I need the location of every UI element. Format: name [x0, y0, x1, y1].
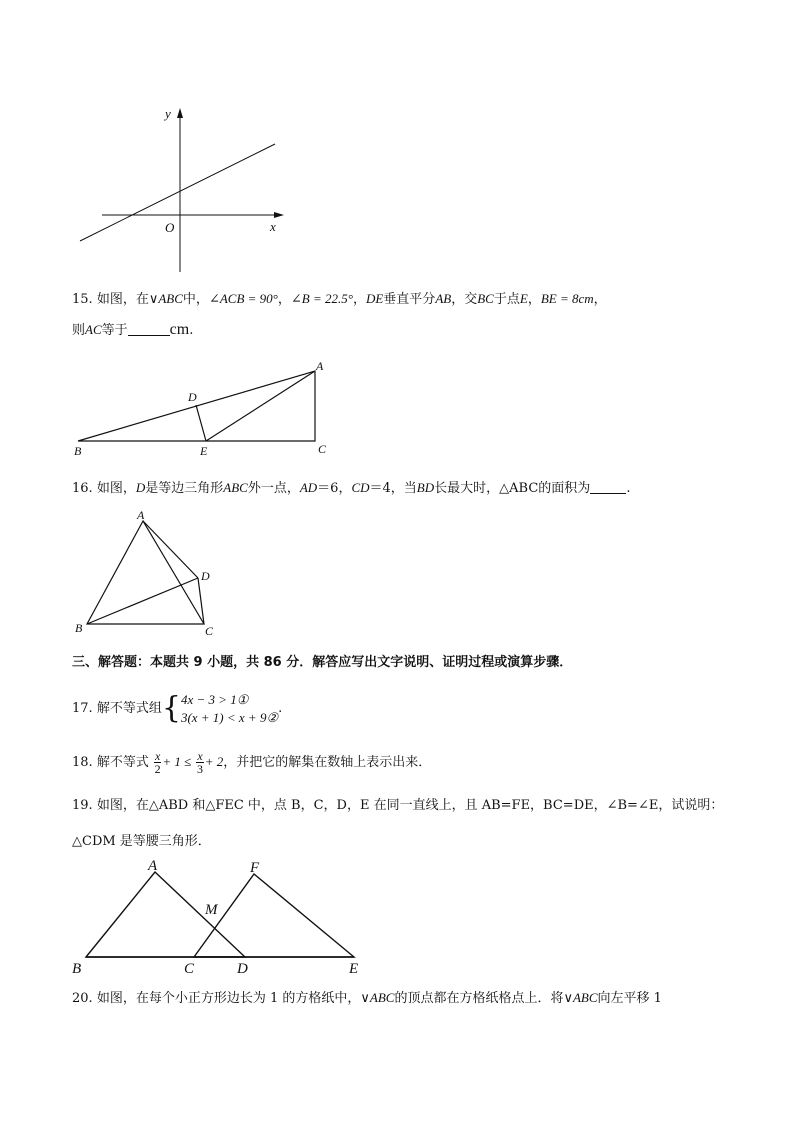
coordinate-graph-figure — [70, 100, 300, 275]
answer-blank[interactable] — [590, 479, 626, 494]
triangles-abd-fec-figure — [70, 856, 370, 978]
label-d: D — [188, 390, 197, 404]
label-b: B — [72, 961, 82, 977]
question-number: 15. — [72, 292, 93, 307]
fraction-x-over-3: $\frac{x}{3}$ — [197, 749, 204, 776]
question-15-line-1: 15. 如图，在∨ABC中，∠ACB = 90°，∠B = 22.5°，DE垂直平分AB，交BC于点E，BE = 8cm， — [72, 291, 607, 307]
question-number: 19. — [72, 798, 93, 813]
question-number: 18. — [72, 755, 93, 770]
triangle-fec — [194, 874, 354, 957]
segment-ae — [206, 371, 315, 441]
inequality-system: 4x − 3 > 1① 3(x + 1) < x + 9② — [180, 691, 279, 725]
linear-function-line — [80, 144, 275, 241]
triangle-abd — [86, 872, 245, 957]
label-b: B — [74, 444, 82, 458]
question-16: 16. 如图，D是等边三角形ABC外一点，AD＝6，CD＝4，当BD长最大时，△ABC的面积为 . — [72, 480, 631, 496]
label-a: A — [137, 508, 145, 522]
label-a: A — [316, 359, 324, 373]
y-axis-label: y — [165, 106, 171, 121]
triangle-abc-figure-q16 — [70, 508, 230, 638]
label-f: F — [250, 860, 260, 876]
question-number: 17. — [72, 701, 93, 716]
label-c: C — [184, 961, 195, 977]
question-number: 20. — [72, 991, 93, 1006]
label-c: C — [205, 624, 214, 638]
question-20: 20. 如图，在每个小正方形边长为 1 的方格纸中，∨ABC的顶点都在方格纸格点上．将∨ABC向左平移 1 — [72, 990, 662, 1006]
origin-label: O — [165, 220, 175, 235]
question-17: 17. 解不等式组{ 4x − 3 > 1① 3(x + 1) < x + 9② . — [72, 690, 283, 726]
triangle-abc-figure-q15 — [70, 355, 340, 460]
segment-dc — [198, 578, 204, 624]
question-18: 18. 解不等式 $\frac{x}{2}$ + 1 ≤ $\frac{x}{3}$ + 2，并把它的解集在数轴上表示出来． — [72, 749, 432, 776]
section-3-heading: 三、解答题：本题共 9 小题，共 86 分．解答应写出文字说明、证明过程或演算步骤． — [72, 655, 573, 670]
question-19-line-1: 19. 如图，在△ABD 和△FEC 中，点 B，C，D，E 在同一直线上，且 AB=FE，BC=DE，∠B=∠E，试说明： — [72, 798, 724, 813]
y-axis-arrow — [177, 108, 183, 118]
label-d: D — [237, 961, 248, 977]
label-e: E — [349, 961, 359, 977]
fraction-x-over-2: $\frac{x}{2}$ — [154, 749, 161, 776]
system-brace: { — [161, 690, 181, 726]
segment-bd — [87, 578, 198, 624]
triangle-abc — [87, 521, 204, 624]
answer-blank[interactable] — [128, 321, 170, 336]
label-c: C — [318, 442, 327, 456]
x-axis-arrow — [274, 212, 284, 218]
question-19-line-2: △CDM 是等腰三角形． — [72, 834, 211, 849]
question-15-line-2: 则AC等于 cm. — [72, 321, 194, 338]
question-number: 16. — [72, 481, 93, 496]
label-m: M — [205, 902, 218, 918]
label-d: D — [201, 569, 210, 583]
label-e: E — [200, 444, 208, 458]
label-b: B — [75, 621, 83, 635]
x-axis-label: x — [270, 219, 276, 234]
label-a: A — [148, 858, 158, 874]
segment-ad — [143, 521, 198, 578]
segment-de — [196, 405, 206, 441]
